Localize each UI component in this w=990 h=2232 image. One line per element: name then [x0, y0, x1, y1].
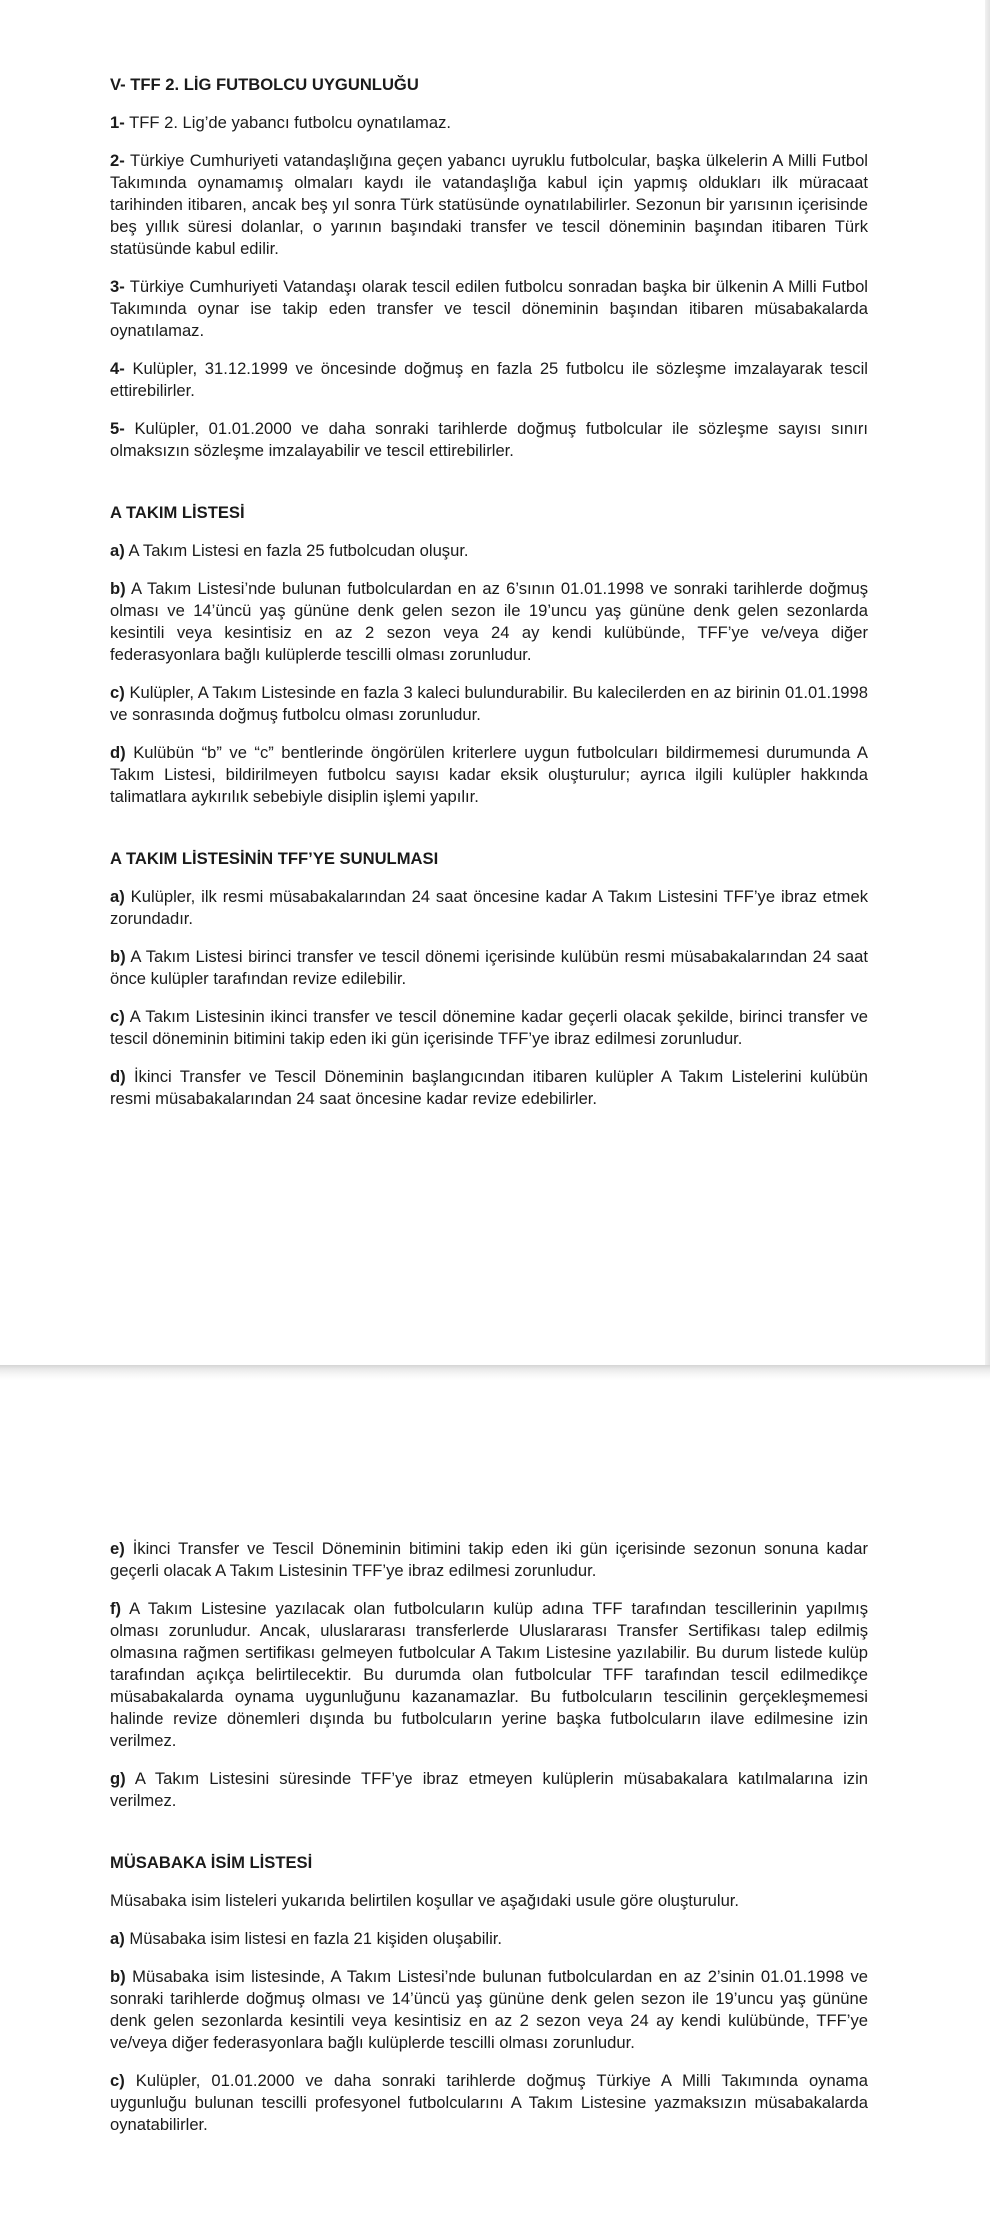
- a-takim-item-a: [110, 540, 868, 562]
- item-text: Kulüpler, ilk resmi müsabakalarından 24 saat öncesine kadar A Takım Listesini TFF’ye ibraz etmek zorundadır.: [110, 887, 868, 928]
- item-text: A Takım Listesinin ikinci transfer ve tescil dönemine kadar geçerli olacak şekilde, birinci transfer ve tescil döneminin bitimini takip eden iki gün içerisinde TFF’ye ibraz edilmesi zorunludur.: [110, 1007, 868, 1048]
- article-number: 2-: [110, 151, 125, 170]
- item-label: a): [110, 887, 125, 906]
- item-label: c): [110, 2071, 125, 2090]
- article-number: 1-: [110, 113, 125, 132]
- article-number: 5-: [110, 419, 125, 438]
- article-4: [110, 358, 868, 402]
- item-label: g): [110, 1769, 126, 1788]
- musabaka-item-b: [110, 1966, 868, 2054]
- item-text: Müsabaka isim listesi en fazla 21 kişiden oluşabilir.: [129, 1929, 503, 1948]
- article-text: Türkiye Cumhuriyeti Vatandaşı olarak tescil edilen futbolcu sonradan başka bir ülkenin A Milli Futbol Takımında oynar ise takip eden transfer ve tescil döneminin başından itibaren müsabakalarda oynatılamaz.: [110, 277, 868, 340]
- article-text: TFF 2. Lig’de yabancı futbolcu oynatılamaz.: [129, 113, 451, 132]
- item-text: A Takım Listesi birinci transfer ve tescil dönemi içerisinde kulübün resmi müsabakalarından 24 saat önce kulüpler tarafından revize edilebilir.: [110, 947, 868, 988]
- sunulma-item-e: [110, 1538, 868, 1582]
- article-3: [110, 276, 868, 342]
- item-label: f): [110, 1599, 122, 1618]
- item-text: A Takım Listesi’nde bulunan futbolculardan en az 6’sının 01.01.1998 ve sonraki tarihlerde doğmuş olması ve 14’üncü yaş gününe denk gelen sezon ile 19’uncu yaş gününe denk gelen sezonlarda kesintili veya kesintisiz en az 2 sezon veya 24 ay kendi kulübünde, TFF’ye ve/veya diğer federasyonlara bağlı kulüplerde tescilli olması zorunludur.: [110, 579, 868, 664]
- article-text: Kulüpler, 01.01.2000 ve daha sonraki tarihlerde doğmuş futbolcular ile sözleşme sayısı sınırı olmaksızın sözleşme imzalayabilir ve tescil ettirebilirler.: [110, 419, 868, 460]
- article-1: [110, 112, 868, 134]
- sunulma-item-c: [110, 1006, 868, 1050]
- sunulma-item-a: [110, 886, 868, 930]
- article-text: Türkiye Cumhuriyeti vatandaşlığına geçen yabancı uyruklu futbolcular, başka ülkelerin A Milli Futbol Takımında oynamamış olmaları kaydı ile vatandaşlığa kabul için yapmış oldukları ilk müracaat tarihinden itibaren, ancak beş yıl sonra Türk statüsünde oynatılabilirler. Sezonun bir yarısının içerisinde beş yıllık süresi dolanlar, o yarının başındaki transfer ve tescil döneminin başından itibaren Türk statüsünde kabul edilir.: [110, 151, 868, 258]
- heading-musabaka-isim-listesi: MÜSABAKA İSİM LİSTESİ: [110, 1853, 313, 1872]
- document-page-2: [0, 1380, 985, 2232]
- article-5: [110, 418, 868, 462]
- item-label: c): [110, 683, 125, 702]
- item-text: Kulüpler, 01.01.2000 ve daha sonraki tarihlerde doğmuş Türkiye A Milli Takımında oynama uygunluğu bulunan tescilli profesyonel futbolcularını A Takım Listesine yazmaksızın müsabakalarda oynatabilirler.: [110, 2071, 868, 2134]
- a-takim-item-b: [110, 578, 868, 666]
- item-text: A Takım Listesi en fazla 25 futbolcudan oluşur.: [128, 541, 469, 560]
- sunulma-item-g: [110, 1768, 868, 1812]
- item-label: b): [110, 1967, 126, 1986]
- item-text: İkinci Transfer ve Tescil Döneminin başlangıcından itibaren kulüpler A Takım Listelerini kulübün resmi müsabakalarından 24 saat öncesine kadar revize edebilirler.: [110, 1067, 868, 1108]
- heading-tff-sunulmasi: A TAKIM LİSTESİNİN TFF’YE SUNULMASI: [110, 849, 439, 868]
- item-label: d): [110, 1067, 126, 1086]
- item-label: b): [110, 947, 126, 966]
- heading-a-takim-listesi: A TAKIM LİSTESİ: [110, 503, 245, 522]
- a-takim-item-c: [110, 682, 868, 726]
- article-text: Kulüpler, 31.12.1999 ve öncesinde doğmuş en fazla 25 futbolcu ile sözleşme imzalayarak tescil ettirebilirler.: [110, 359, 868, 400]
- item-label: a): [110, 1929, 125, 1948]
- article-2: [110, 150, 868, 260]
- page-2-content: [110, 1538, 868, 2136]
- item-text: Müsabaka isim listesinde, A Takım Listesi’nde bulunan futbolculardan en az 2’sinin 01.01.1998 ve sonraki tarihlerde doğmuş olması ve 14’üncü yaş gününe denk gelen sezon ile 19’uncu yaş gününe denk gelen sezonlarda kesintili veya kesintisiz en az 2 sezon veya 24 ay kendi kulübünde, TFF’ye ve/veya diğer federasyonlara bağlı kulüplerde tescilli olması zorunludur.: [110, 1967, 868, 2052]
- page-1-content: [110, 74, 868, 1110]
- article-number: 4-: [110, 359, 125, 378]
- a-takim-item-d: [110, 742, 868, 808]
- item-label: e): [110, 1539, 125, 1558]
- section-title-futbolcu-uygunlugu: V- TFF 2. LİG FUTBOLCU UYGUNLUĞU: [110, 75, 419, 94]
- item-text: İkinci Transfer ve Tescil Döneminin bitimini takip eden iki gün içerisinde sezonun sonuna kadar geçerli olacak A Takım Listesinin TFF’ye ibraz edilmesi zorunludur.: [110, 1539, 868, 1580]
- item-label: c): [110, 1007, 125, 1026]
- article-number: 3-: [110, 277, 125, 296]
- musabaka-item-c: [110, 2070, 868, 2136]
- item-label: b): [110, 579, 126, 598]
- item-text: A Takım Listesini süresinde TFF’ye ibraz etmeyen kulüplerin müsabakalara katılmalarına izin verilmez.: [110, 1769, 869, 1810]
- sunulma-item-f: [110, 1598, 868, 1752]
- item-text: Kulübün “b” ve “c” bentlerinde öngörülen kriterlere uygun futbolcuları bildirmemesi durumunda A Takım Listesi, bildirilmeyen futbolcu sayısı kadar eksik oluşturulur; ayrıca ilgili kulüpler hakkında talimatlara aykırılık sebebiyle disiplin işlemi yapılır.: [110, 743, 868, 806]
- item-label: a): [110, 541, 125, 560]
- item-text: A Takım Listesine yazılacak olan futbolcuların kulüp adına TFF tarafından tescillerinin yapılmış olması zorunludur. Ancak, uluslararası transferlerde Uluslararası Transfer Sertifikası talep edilmiş olmasına rağmen sertifikası gelmeyen futbolcular A Takım Listesine yazılabilir. Bu durum listede kulüp tarafından açıkça belirtilecektir. Bu durumda olan futbolcular TFF tarafından tescil edilmedikçe müsabakalarda oynama uygunluğunu kazanamazlar. Bu futbolcuların tescilinin gerçekleşmemesi halinde revize dönemleri dışında bu futbolcuların yerine başka futbolcuların ilave edilmesine izin verilmez.: [110, 1599, 868, 1750]
- sunulma-item-d: [110, 1066, 868, 1110]
- musabaka-intro: Müsabaka isim listeleri yukarıda belirtilen koşullar ve aşağıdaki usule göre oluşturulur.: [110, 1891, 740, 1910]
- item-text: Kulüpler, A Takım Listesinde en fazla 3 kaleci bulundurabilir. Bu kalecilerden en az birinin 01.01.1998 ve sonrasında doğmuş futbolcu olması zorunludur.: [110, 683, 868, 724]
- page-edge-shadow: [985, 0, 990, 1380]
- sunulma-item-b: [110, 946, 868, 990]
- page-break: [0, 1365, 990, 1380]
- musabaka-item-a: [110, 1928, 868, 1950]
- item-label: d): [110, 743, 126, 762]
